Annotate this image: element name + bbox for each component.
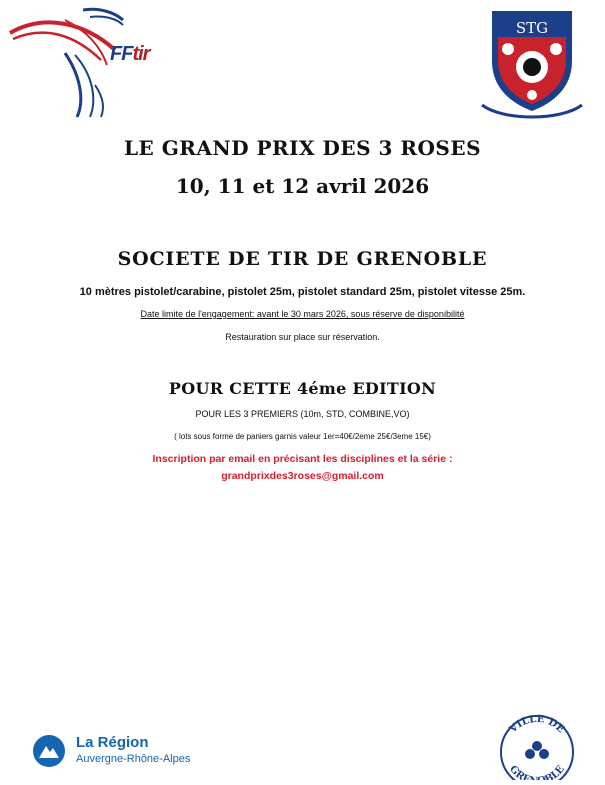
svg-text:VILLE DE	[507, 714, 566, 736]
region-subtitle: Auvergne-Rhône-Alpes	[76, 753, 191, 765]
event-title: LE GRAND PRIX DES 3 ROSES	[123, 136, 482, 160]
svg-text:GRENOBLE	[507, 764, 567, 780]
fftir-ff-text: FF	[110, 43, 133, 65]
ville-text-bottom: GRE BLE	[507, 763, 567, 780]
fftir-logo-icon	[5, 5, 200, 120]
inscription-text: Inscription par email en précisant les disciplines et la série :	[152, 453, 453, 465]
fftir-logo-text	[110, 43, 149, 66]
restauration-text: Restauration sur place sur réservation.	[225, 332, 380, 342]
inscription-email[interactable]: grandprixdes3roses@gmail.com	[221, 470, 384, 482]
fftir-logo	[5, 5, 200, 120]
ville-text-top: VILLE DE	[507, 713, 567, 736]
region-logo	[32, 732, 232, 772]
edition-heading: POUR CETTE 4éme EDITION	[168, 379, 437, 398]
ville-grenoble-seal-icon	[497, 712, 577, 780]
ville-grenoble-seal	[497, 712, 577, 780]
region-name: La Région	[76, 734, 149, 751]
deadline-text: Date limite de l'engagement: avant le 30 mars 2026, sous réserve de disponibilité	[140, 309, 465, 319]
fftir-tir-text: tir	[132, 43, 150, 65]
disciplines-text: 10 mètres pistolet/carabine, pistolet 25m, pistolet standard 25m, pistolet vitesse 25m.	[79, 286, 526, 298]
stg-shield-logo	[478, 3, 586, 123]
premiers-text: POUR LES 3 PREMIERS (10m, STD, COMBINE,VO)	[195, 409, 410, 419]
stg-shield-icon	[478, 3, 586, 123]
region-icon	[32, 734, 66, 768]
stg-logo-text: STG	[515, 19, 549, 37]
event-dates: 10, 11 et 12 avril 2026	[175, 174, 430, 198]
club-name: SOCIETE DE TIR DE GRENOBLE	[117, 248, 488, 270]
lots-text: ( lots sous forme de paniers garnis valeur 1er=40€/2eme 25€/3eme 15€)	[174, 432, 431, 441]
